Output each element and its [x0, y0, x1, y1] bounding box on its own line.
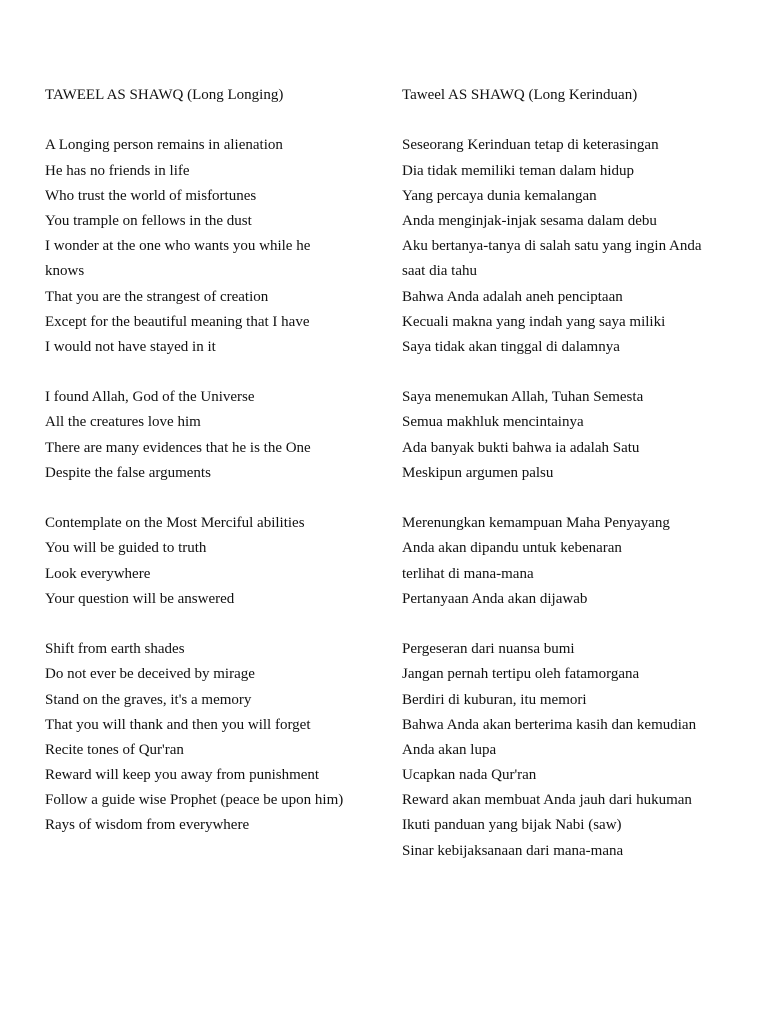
stanza [45, 133, 343, 360]
verse-line: I would not have stayed in it [45, 338, 216, 355]
indonesian-title: Taweel AS SHAWQ (Long Kerinduan) [402, 87, 638, 103]
verse-line: I wonder at the one who wants you while he [45, 238, 311, 255]
verse-line: Contemplate on the Most Merciful abilities [45, 515, 305, 532]
verse-line: Semua makhluk mencintainya [402, 414, 584, 431]
verse-line: Stand on the graves, it's a memory [45, 691, 252, 708]
verse-line: knows [45, 263, 85, 280]
stanza [402, 133, 702, 360]
verse-line: Bahwa Anda akan berterima kasih dan kemudian [402, 716, 697, 733]
verse-line: Sinar kebijaksanaan dari mana-mana [402, 842, 624, 859]
verse-line: Pertanyaan Anda akan dijawab [402, 590, 588, 607]
indonesian-column [402, 83, 702, 889]
verse-line: Aku bertanya-tanya di salah satu yang ingin Anda [402, 238, 702, 255]
verse-line: There are many evidences that he is the One [45, 439, 311, 456]
verse-line: Shift from earth shades [45, 641, 185, 658]
verse-line: Bahwa Anda adalah aneh penciptaan [402, 288, 623, 305]
verse-line: Dia tidak memiliki teman dalam hidup [402, 162, 635, 179]
verse-line: Anda akan dipandu untuk kebenaran [402, 540, 622, 557]
stanza [402, 637, 702, 864]
verse-line: Your question will be answered [45, 590, 235, 607]
stanza [402, 511, 702, 612]
verse-line: He has no friends in life [45, 162, 190, 179]
stanza [402, 385, 702, 486]
verse-line: Saya menemukan Allah, Tuhan Semesta [402, 389, 644, 406]
verse-line: Recite tones of Qur'ran [45, 741, 184, 758]
verse-line: Merenungkan kemampuan Maha Penyayang [402, 515, 670, 532]
verse-line: Jangan pernah tertipu oleh fatamorgana [402, 666, 640, 683]
verse-line: You trample on fellows in the dust [45, 212, 252, 229]
verse-line: Yang percaya dunia kemalangan [402, 187, 597, 204]
verse-line: That you are the strangest of creation [45, 288, 269, 305]
verse-line: Rays of wisdom from everywhere [45, 817, 250, 834]
verse-line: You will be guided to truth [45, 540, 207, 557]
verse-line: Pergeseran dari nuansa bumi [402, 641, 575, 658]
verse-line: Kecuali makna yang indah yang saya miliki [402, 313, 666, 330]
verse-line: Despite the false arguments [45, 464, 211, 481]
verse-line: Look everywhere [45, 565, 151, 582]
stanza [45, 637, 343, 839]
verse-line: Reward will keep you away from punishment [45, 767, 320, 784]
english-title: TAWEEL AS SHAWQ (Long Longing) [45, 87, 284, 103]
verse-line: Follow a guide wise Prophet (peace be upon him) [45, 792, 344, 809]
verse-line: Who trust the world of misfortunes [45, 187, 257, 204]
verse-line: Meskipun argumen palsu [402, 464, 554, 481]
verse-line: terlihat di mana-mana [402, 565, 534, 582]
verse-line: Ada banyak bukti bahwa ia adalah Satu [402, 439, 640, 456]
verse-line: Reward akan membuat Anda jauh dari hukuman [402, 792, 692, 809]
verse-line: Ikuti panduan yang bijak Nabi (saw) [402, 817, 622, 834]
stanza [45, 511, 343, 612]
english-column [45, 83, 343, 864]
verse-line: saat dia tahu [402, 263, 477, 280]
verse-line: That you will thank and then you will forget [45, 716, 311, 733]
verse-line: All the creatures love him [45, 414, 201, 431]
verse-line: Do not ever be deceived by mirage [45, 666, 255, 683]
verse-line: Ucapkan nada Qur'ran [402, 767, 537, 784]
verse-line: Berdiri di kuburan, itu memori [402, 691, 587, 708]
verse-line: Anda akan lupa [402, 741, 497, 758]
verse-line: I found Allah, God of the Universe [45, 389, 255, 406]
verse-line: Except for the beautiful meaning that I have [45, 313, 310, 330]
verse-line: A Longing person remains in alienation [45, 137, 283, 154]
verse-line: Saya tidak akan tinggal di dalamnya [402, 338, 620, 355]
verse-line: Seseorang Kerinduan tetap di keterasingan [402, 137, 659, 154]
stanza [45, 385, 343, 486]
verse-line: Anda menginjak-injak sesama dalam debu [402, 212, 657, 229]
